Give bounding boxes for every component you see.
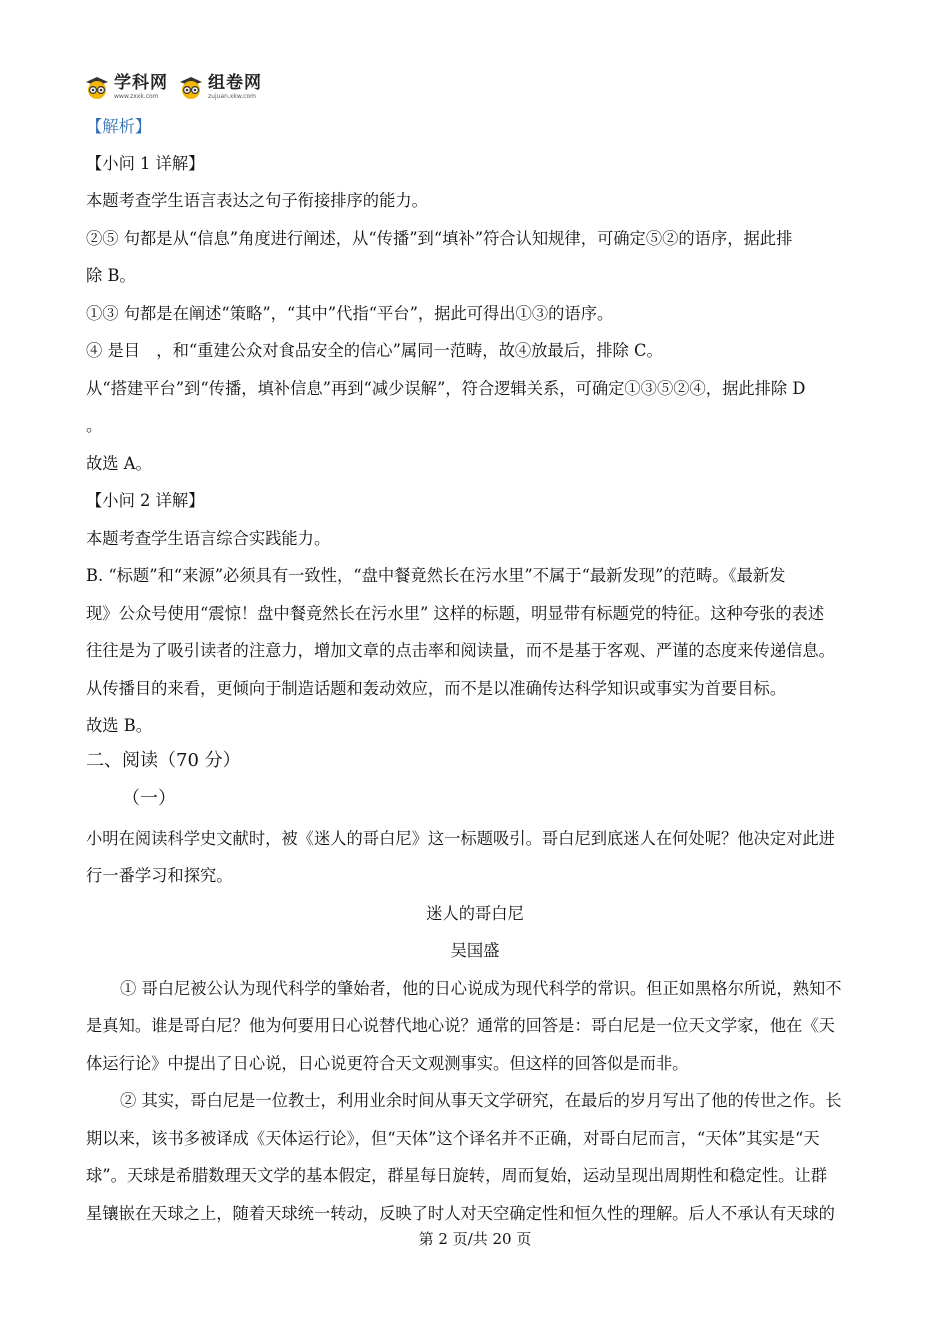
subsection-heading: （一） (122, 788, 176, 809)
text-line: 本题考查学生语言表达之句子衔接排序的能力。 (86, 191, 428, 210)
answer-line: 故选 B。 (86, 716, 152, 735)
text-line: 除 B。 (86, 266, 136, 285)
text-line: B. “标题”和“来源”必须具有一致性，“盘中餐竟然长在污水里”不属于“最新发现”的范畴。《最新发 (86, 566, 786, 585)
paragraph-line: 星镶嵌在天球之上，随着天球统一转动，反映了时人对天空确定性和恒久性的理解。后人不承认有天球的 (86, 1204, 835, 1223)
zujuan-logo (178, 74, 262, 100)
subquestion-1-heading: 【小问 1 详解】 (86, 154, 205, 173)
paragraph-line: 体运行论》中提出了日心说，日心说更符合天文观测事实。但这样的回答似是而非。 (86, 1054, 689, 1073)
xueke-logo-url: www.zxxk.com (114, 92, 159, 100)
paragraph-line: ② 其实，哥白尼是一位教士，利用业余时间从事天文学研究，在最后的岁月写出了他的传世之作。长 (120, 1091, 842, 1110)
analysis-heading: 【解析】 (86, 117, 152, 136)
zujuan-logo-url: zujuan.xkw.com (208, 92, 256, 100)
text-line: 。 (86, 416, 103, 435)
xueke-logo (84, 74, 168, 100)
text-line: 从“搭建平台”到“传播，填补信息”再到“减少误解”，符合逻辑关系，可确定①③⑤②④，据此排除 D (86, 379, 806, 398)
xueke-logo-name: 学科网 (114, 72, 168, 93)
text-line: 行一番学习和探究。 (86, 866, 233, 885)
owl-icon (84, 74, 110, 100)
text-line: ④ 是目 ，和“重建公众对食品安全的信心”属同一范畴，故④放最后，排除 C。 (86, 341, 663, 360)
section-heading: 二、阅读（70 分） (86, 750, 241, 771)
article-author: 吴国盛 (450, 941, 500, 960)
header-logos (84, 70, 262, 104)
paragraph-line: 期以来，该书多被译成《天体运行论》，但“天体”这个译名并不正确，对哥白尼而言，“天体”其实是“天 (86, 1129, 820, 1148)
text-line: ①③ 句都是在阐述“策略”，“其中”代指“平台”，据此可得出①③的语序。 (86, 304, 614, 323)
text-line: 小明在阅读科学史文献时，被《迷人的哥白尼》这一标题吸引。哥白尼到底迷人在何处呢？他决定对此进 (86, 829, 835, 848)
zujuan-logo-name: 组卷网 (208, 72, 262, 93)
paragraph-line: 球”。天球是希腊数理天文学的基本假定，群星每日旋转，周而复始，运动呈现出周期性和稳定性。让群 (86, 1166, 827, 1185)
paragraph-line: 是真知。谁是哥白尼？他为何要用日心说替代地心说？通常的回答是：哥白尼是一位天文学家，他在《天 (86, 1016, 835, 1035)
article-title: 迷人的哥白尼 (426, 904, 524, 923)
page-number: 第 2 页/共 20 页 (418, 1230, 532, 1248)
text-line: 往往是为了吸引读者的注意力，增加文章的点击率和阅读量，而不是基于客观、严谨的态度来传递信息。 (86, 641, 835, 660)
owl-icon (178, 74, 204, 100)
text-line: 本题考查学生语言综合实践能力。 (86, 529, 331, 548)
text-line: 现》公众号使用“震惊！盘中餐竟然长在污水里” 这样的标题，明显带有标题党的特征。这种夸张的表述 (86, 604, 825, 623)
answer-line: 故选 A。 (86, 454, 152, 473)
subquestion-2-heading: 【小问 2 详解】 (86, 491, 205, 510)
paragraph-line: ① 哥白尼被公认为现代科学的肇始者，他的日心说成为现代科学的常识。但正如黑格尔所说，熟知不 (120, 979, 842, 998)
text-line: 从传播目的来看，更倾向于制造话题和轰动效应，而不是以准确传达科学知识或事实为首要目标。 (86, 679, 787, 698)
text-line: ②⑤ 句都是从“信息”角度进行阐述，从“传播”到“填补”符合认知规律，可确定⑤②的语序，据此排 (86, 229, 793, 248)
